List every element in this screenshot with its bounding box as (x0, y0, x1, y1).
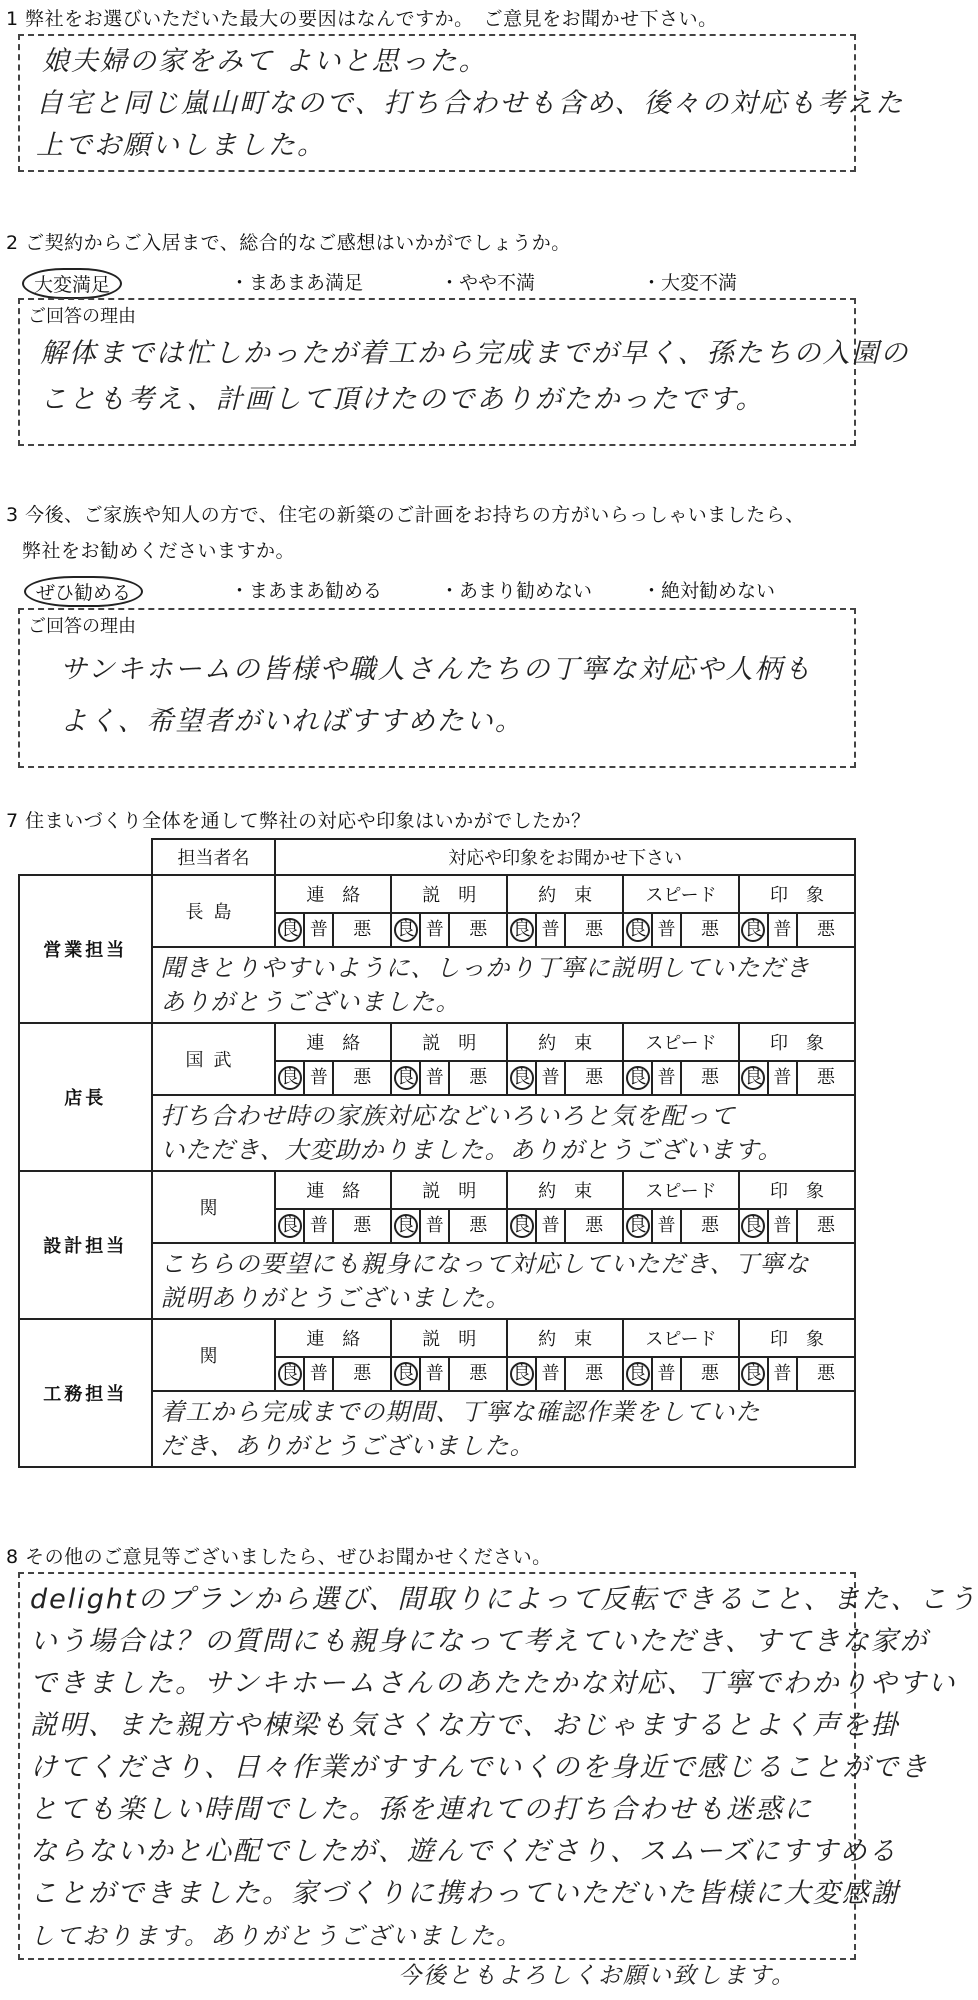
grade-cell (507, 913, 536, 947)
grade-cell (652, 1357, 681, 1391)
handwritten-line: けてくださり、日々作業がすすんでいくのを身近で感じることができ (30, 1752, 930, 1783)
grade-option: 悪 (585, 1067, 604, 1088)
grade-option: 普 (541, 1215, 560, 1236)
grade-cell (420, 1357, 449, 1391)
grade-cell (275, 913, 304, 947)
grade-cell (623, 1061, 652, 1095)
handwritten-line: 説明、また親方や棟梁も気さくな方で、おじゃまするとよく声を掛 (30, 1710, 900, 1741)
grade-cell (797, 1357, 855, 1391)
option: ・やや不満 (440, 272, 536, 294)
grade-circled: 良 (741, 1214, 765, 1238)
grade-cell (565, 913, 623, 947)
grade-circled: 良 (510, 918, 534, 942)
grade-option: 普 (773, 1363, 792, 1384)
grade-option: 悪 (700, 1067, 719, 1088)
handwritten-line: 娘夫婦の家をみて よいと思った。 (42, 46, 488, 77)
grade-circled: 良 (394, 1214, 418, 1238)
staff-signature: 長島 (152, 875, 276, 947)
grade-circled: 良 (741, 1362, 765, 1386)
grade-cell (420, 1061, 449, 1095)
grade-cell (768, 1209, 797, 1243)
question-8-title: 8 その他のご意見等ございましたら、ぜひお聞かせください。 (6, 1546, 552, 1568)
criterion-label: スピード (623, 1319, 739, 1357)
grade-option: 普 (425, 1363, 444, 1384)
grade-cell (652, 1061, 681, 1095)
grade-cell (565, 1209, 623, 1243)
criterion-label: 連 絡 (275, 1023, 391, 1061)
grade-option: 普 (425, 919, 444, 940)
grade-option: 普 (773, 919, 792, 940)
question-3-title-line2: 弊社をお勧めくださいますか。 (22, 540, 296, 562)
criterion-label: 説 明 (391, 1023, 507, 1061)
grade-cell (797, 1061, 855, 1095)
grade-cell (333, 1357, 391, 1391)
grade-cell (681, 913, 739, 947)
criterion-label: 連 絡 (275, 875, 391, 913)
grade-cell (391, 1357, 420, 1391)
grade-option: 悪 (700, 1215, 719, 1236)
grade-circled: 良 (741, 1066, 765, 1090)
grade-option: 悪 (816, 1363, 835, 1384)
grade-cell (681, 1209, 739, 1243)
staff-comment (152, 947, 855, 1023)
grade-cell (449, 913, 507, 947)
criterion-label: 説 明 (391, 1319, 507, 1357)
grade-option: 悪 (353, 1363, 372, 1384)
grade-cell (681, 1357, 739, 1391)
grade-cell (739, 1209, 768, 1243)
staff-signature: 関 (152, 1171, 276, 1243)
criterion-label: 約 束 (507, 1171, 623, 1209)
grade-option: 普 (309, 919, 328, 940)
grade-circled: 良 (510, 1362, 534, 1386)
grade-cell (739, 1061, 768, 1095)
handwritten-line: delightのプランから選び、間取りによって反転できること、また、こう (30, 1584, 978, 1615)
grade-circled: 良 (394, 1066, 418, 1090)
question-3-title: 3 今後、ご家族や知人の方で、住宅の新築のご計画をお持ちの方がいらっしゃいましたら、 (6, 504, 805, 526)
criterion-label: 印 象 (739, 875, 855, 913)
grade-option: 悪 (469, 919, 488, 940)
criterion-label: 説 明 (391, 875, 507, 913)
grade-circled: 良 (510, 1214, 534, 1238)
handwritten-line: ことができました。家づくりに携わっていただいた皆様に大変感謝 (30, 1878, 900, 1909)
grade-option: 悪 (353, 1067, 372, 1088)
grade-option: 普 (309, 1067, 328, 1088)
staff-signature: 関 (152, 1319, 276, 1391)
handwritten-line: よく、希望者がいればすすめたい。 (60, 706, 524, 737)
grade-cell (536, 1061, 565, 1095)
grade-cell (507, 1209, 536, 1243)
grade-option: 普 (773, 1067, 792, 1088)
grade-option: 普 (425, 1215, 444, 1236)
grade-option: 普 (541, 1363, 560, 1384)
question-2-title: 2 ご契約からご入居まで、総合的なご感想はいかがでしょうか。 (6, 232, 571, 254)
option: ・まあまあ満足 (230, 272, 364, 294)
grade-option: 悪 (585, 919, 604, 940)
handwritten-line: 打ち合わせ時の家族対応などいろいろと気を配って (160, 1102, 736, 1130)
grade-option: 普 (773, 1215, 792, 1236)
grade-option: 悪 (816, 1067, 835, 1088)
staff-comment (152, 1391, 855, 1467)
staff-name-header: 担当者名 (152, 839, 276, 875)
grade-circled: 良 (510, 1066, 534, 1090)
option: ・絶対勧めない (642, 580, 776, 602)
handwritten-line: しております。ありがとうございました。 (30, 1922, 523, 1950)
grade-option: 悪 (585, 1215, 604, 1236)
option: ・まあまあ勧める (230, 580, 383, 602)
grade-cell (304, 1061, 333, 1095)
grade-option: 普 (657, 919, 676, 940)
grade-cell (275, 1061, 304, 1095)
grade-option: 悪 (700, 1363, 719, 1384)
reason-label: ご回答の理由 (28, 616, 136, 637)
grade-cell (681, 1061, 739, 1095)
reason-box-2 (18, 298, 910, 446)
grade-cell (333, 913, 391, 947)
handwritten-line: ありがとうございました。 (160, 988, 461, 1016)
grade-option: 普 (541, 1067, 560, 1088)
grade-option: 悪 (353, 1215, 372, 1236)
grade-cell (565, 1357, 623, 1391)
grade-option: 悪 (469, 1215, 488, 1236)
grade-option: 悪 (469, 1067, 488, 1088)
grade-circled: 良 (626, 1362, 650, 1386)
criterion-label: 印 象 (739, 1023, 855, 1061)
criterion-label: 説 明 (391, 1171, 507, 1209)
handwritten-line: サンキホームの皆様や職人さんたちの丁寧な対応や人柄も (60, 654, 813, 685)
staff-comment (152, 1095, 855, 1171)
staff-category: 設計担当 (19, 1171, 152, 1319)
grade-cell (391, 913, 420, 947)
criterion-label: 約 束 (507, 875, 623, 913)
grade-option: 普 (425, 1067, 444, 1088)
staff-category: 店長 (19, 1023, 152, 1171)
grade-circled: 良 (278, 918, 302, 942)
handwritten-line: とても楽しい時間でした。孫を連れての打ち合わせも迷惑に (30, 1794, 813, 1825)
evaluation-header: 対応や印象をお聞かせ下さい (275, 839, 855, 875)
handwritten-line: だき、ありがとうございました。 (160, 1432, 535, 1460)
grade-cell (565, 1061, 623, 1095)
option-selected: ぜひ勧める (24, 576, 143, 607)
grade-option: 普 (657, 1215, 676, 1236)
staff-comment (152, 1243, 855, 1319)
closing-handwritten: 今後ともよろしくお願い致します。 (398, 1963, 797, 1989)
grade-option: 悪 (585, 1363, 604, 1384)
grade-circled: 良 (278, 1214, 302, 1238)
grade-option: 悪 (469, 1363, 488, 1384)
grade-option: 普 (657, 1363, 676, 1384)
grade-cell (420, 913, 449, 947)
handwritten-line: 聞きとりやすいように、しっかり丁寧に説明していただき (160, 954, 811, 982)
grade-cell (391, 1209, 420, 1243)
grade-circled: 良 (394, 918, 418, 942)
grade-cell (536, 913, 565, 947)
staff-category: 営業担当 (19, 875, 152, 1023)
grade-cell (536, 1209, 565, 1243)
criterion-label: 約 束 (507, 1319, 623, 1357)
grade-cell (623, 1357, 652, 1391)
grade-option: 悪 (700, 919, 719, 940)
handwritten-line: 説明ありがとうございました。 (160, 1284, 511, 1312)
grade-circled: 良 (626, 1214, 650, 1238)
criterion-label: 約 束 (507, 1023, 623, 1061)
grade-cell (333, 1209, 391, 1243)
handwritten-line: 上でお願いしました。 (36, 130, 326, 161)
option: ・大変不満 (642, 272, 738, 294)
criterion-label: スピード (623, 1171, 739, 1209)
grade-cell (623, 913, 652, 947)
grade-cell (275, 1357, 304, 1391)
grade-cell (449, 1061, 507, 1095)
criterion-label: 印 象 (739, 1319, 855, 1357)
handwritten-line: 着工から完成までの期間、丁寧な確認作業をしていた (160, 1398, 761, 1426)
handwritten-line: いう場合は？の質問にも親身になって考えていただき、すてきな家が (30, 1626, 929, 1657)
reason-label: ご回答の理由 (28, 306, 136, 327)
grade-cell (768, 1061, 797, 1095)
grade-circled: 良 (626, 918, 650, 942)
staff-category: 工務担当 (19, 1319, 152, 1467)
criterion-label: 印 象 (739, 1171, 855, 1209)
grade-cell (507, 1357, 536, 1391)
grade-cell (797, 1209, 855, 1243)
criterion-label: スピード (623, 1023, 739, 1061)
grade-option: 普 (657, 1067, 676, 1088)
answer-box-8 (18, 1572, 978, 1960)
grade-cell (536, 1357, 565, 1391)
option: ・あまり勧めない (440, 580, 593, 602)
grade-cell (449, 1209, 507, 1243)
grade-cell (304, 913, 333, 947)
grade-cell (449, 1357, 507, 1391)
grade-cell (652, 913, 681, 947)
grade-cell (623, 1209, 652, 1243)
answer-box-1 (18, 34, 905, 172)
grade-circled: 良 (626, 1066, 650, 1090)
grade-cell (768, 913, 797, 947)
grade-cell (333, 1061, 391, 1095)
grade-circled: 良 (278, 1066, 302, 1090)
handwritten-line: ならないかと心配でしたが、遊んでくださり、スムーズにすすめる (30, 1836, 898, 1867)
handwritten-line: こちらの要望にも親身になって対応していただき、丁寧な (160, 1250, 810, 1278)
grade-cell (420, 1209, 449, 1243)
grade-cell (739, 913, 768, 947)
criterion-label: 連 絡 (275, 1319, 391, 1357)
grade-option: 普 (541, 919, 560, 940)
staff-signature: 国武 (152, 1023, 276, 1095)
grade-circled: 良 (741, 918, 765, 942)
grade-cell (304, 1357, 333, 1391)
handwritten-line: 自宅と同じ嵐山町なので、打ち合わせも含め、後々の対応も考えた (36, 88, 905, 119)
handwritten-line: いただき、大変助かりました。ありがとうございます。 (160, 1136, 783, 1164)
grade-cell (768, 1357, 797, 1391)
criterion-label: スピード (623, 875, 739, 913)
evaluation-table (18, 838, 856, 1468)
question-1-title: 1 弊社をお選びいただいた最大の要因はなんですか。 ご意見をお聞かせ下さい。 (6, 8, 718, 30)
handwritten-line: ことも考え、計画して頂けたのでありがたかったです。 (40, 384, 765, 415)
grade-cell (391, 1061, 420, 1095)
reason-box-3 (18, 608, 856, 768)
handwritten-line: できました。サンキホームさんのあたたかな対応、丁寧でわかりやすい (30, 1668, 957, 1699)
grade-circled: 良 (394, 1362, 418, 1386)
grade-cell (652, 1209, 681, 1243)
grade-cell (739, 1357, 768, 1391)
grade-option: 悪 (816, 919, 835, 940)
grade-cell (797, 913, 855, 947)
grade-option: 普 (309, 1363, 328, 1384)
grade-cell (507, 1061, 536, 1095)
grade-option: 悪 (353, 919, 372, 940)
criterion-label: 連 絡 (275, 1171, 391, 1209)
grade-circled: 良 (278, 1362, 302, 1386)
question-7-title: 7 住まいづくり全体を通して弊社の対応や印象はいかがでしたか？ (6, 810, 591, 832)
grade-option: 悪 (816, 1215, 835, 1236)
grade-cell (304, 1209, 333, 1243)
handwritten-line: 解体までは忙しかったが着工から完成までが早く、孫たちの入園の (40, 338, 910, 369)
option-selected: 大変満足 (22, 268, 122, 299)
grade-option: 普 (309, 1215, 328, 1236)
grade-cell (275, 1209, 304, 1243)
